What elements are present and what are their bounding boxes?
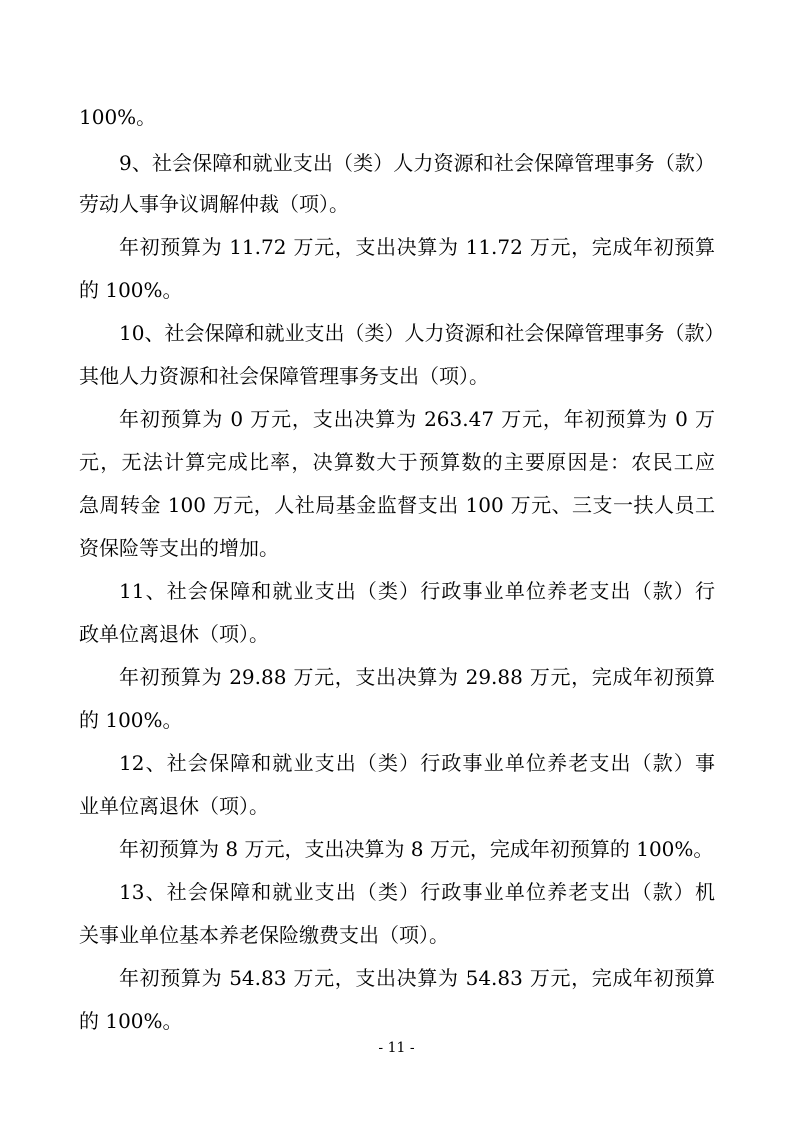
text-line: 年初预算为 11.72 万元，支出决算为 11.72 万元，完成年初预算: [119, 235, 715, 259]
text-line: 年初预算为 29.88 万元，支出决算为 29.88 万元，完成年初预算: [119, 665, 715, 689]
text-line: 11、社会保障和就业支出（类）行政事业单位养老支出（款）行: [119, 579, 715, 603]
text-line: 12、社会保障和就业支出（类）行政事业单位养老支出（款）事: [119, 751, 715, 775]
text-line: 元，无法计算完成比率，决算数大于预算数的主要原因是：农民工应: [79, 450, 715, 474]
text-line: 关事业单位基本养老保险缴费支出（项）。: [79, 923, 449, 947]
text-line: 劳动人事争议调解仲裁（项）。: [79, 192, 349, 216]
text-line: 年初预算为 54.83 万元，支出决算为 54.83 万元，完成年初预算: [119, 966, 715, 990]
text-line: 政单位离退休（项）。: [79, 622, 269, 646]
text-line: 10、社会保障和就业支出（类）人力资源和社会保障管理事务（款）: [119, 321, 725, 345]
text-line: 的 100%。: [79, 708, 183, 732]
text-line: 年初预算为 8 万元，支出决算为 8 万元，完成年初预算的 100%。: [119, 837, 714, 861]
text-line: 9、社会保障和就业支出（类）人力资源和社会保障管理事务（款）: [119, 151, 715, 175]
text-line: 其他人力资源和社会保障管理事务支出（项）。: [79, 364, 489, 388]
text-line: 年初预算为 0 万元，支出决算为 263.47 万元，年初预算为 0 万: [119, 407, 715, 431]
text-line: 急周转金 100 万元，人社局基金监督支出 100 万元、三支一扶人员工: [79, 493, 715, 517]
text-line: 13、社会保障和就业支出（类）行政事业单位养老支出（款）机: [119, 880, 715, 904]
text-line: 的 100%。: [79, 1009, 183, 1033]
text-line: 100%。: [79, 105, 157, 129]
text-line: 的 100%。: [79, 278, 183, 302]
page-number: - 11 -: [378, 1040, 415, 1056]
text-line: 资保险等支出的增加。: [79, 536, 279, 560]
text-line: 业单位离退休（项）。: [79, 794, 269, 818]
